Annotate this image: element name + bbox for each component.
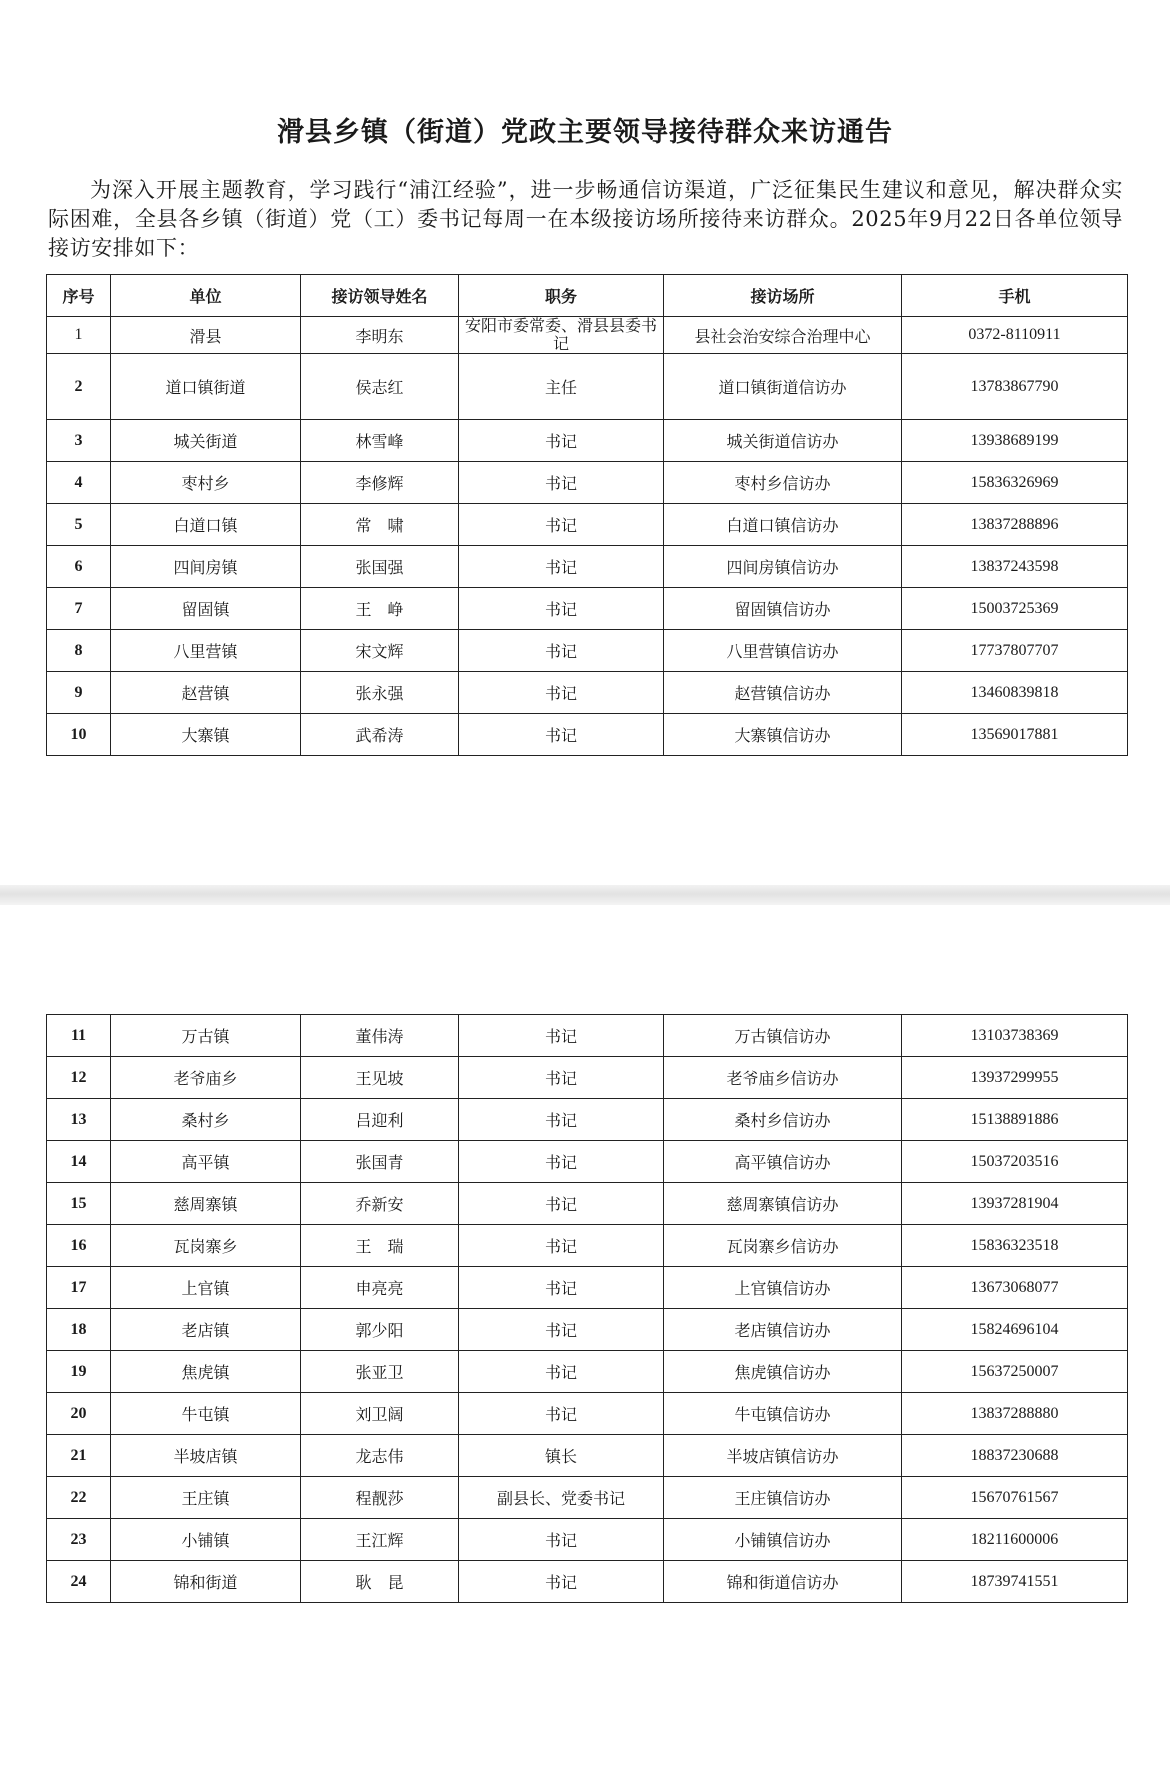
row-leader: 宋文辉 <box>301 630 459 672</box>
table-row <box>47 1309 1128 1351</box>
row-leader: 张永强 <box>301 672 459 714</box>
row-phone: 18211600006 <box>902 1519 1128 1561</box>
row-position: 书记 <box>459 714 664 756</box>
document-title: 滑县乡镇（街道）党政主要领导接待群众来访通告 <box>277 117 893 148</box>
row-index: 22 <box>47 1477 111 1519</box>
row-unit: 留固镇 <box>111 588 301 630</box>
row-index: 10 <box>47 714 111 756</box>
row-position: 书记 <box>459 1225 664 1267</box>
row-venue: 八里营镇信访办 <box>664 630 902 672</box>
row-leader: 龙志伟 <box>301 1435 459 1477</box>
row-leader: 王 瑞 <box>301 1225 459 1267</box>
row-phone: 17737807707 <box>902 630 1128 672</box>
row-phone: 13937299955 <box>902 1057 1128 1099</box>
row-unit: 城关街道 <box>111 420 301 462</box>
row-phone: 13673068077 <box>902 1267 1128 1309</box>
row-position: 书记 <box>459 1141 664 1183</box>
row-index: 21 <box>47 1435 111 1477</box>
row-leader: 董伟涛 <box>301 1015 459 1057</box>
row-venue: 焦虎镇信访办 <box>664 1351 902 1393</box>
row-unit: 锦和街道 <box>111 1561 301 1603</box>
table-row <box>47 462 1128 504</box>
table-row <box>47 1057 1128 1099</box>
row-index: 2 <box>47 354 111 420</box>
table-row <box>47 630 1128 672</box>
table-row <box>47 714 1128 756</box>
row-index: 11 <box>47 1015 111 1057</box>
row-unit: 滑县 <box>111 317 301 354</box>
row-leader: 程靓莎 <box>301 1477 459 1519</box>
row-position: 主任 <box>459 354 664 420</box>
row-index: 15 <box>47 1183 111 1225</box>
row-phone: 15824696104 <box>902 1309 1128 1351</box>
row-venue: 高平镇信访办 <box>664 1141 902 1183</box>
row-leader: 王江辉 <box>301 1519 459 1561</box>
row-index: 4 <box>47 462 111 504</box>
row-position: 书记 <box>459 504 664 546</box>
row-venue: 锦和街道信访办 <box>664 1561 902 1603</box>
row-position: 安阳市委常委、滑县县委书记 <box>459 317 664 354</box>
row-position: 镇长 <box>459 1435 664 1477</box>
row-leader: 李修辉 <box>301 462 459 504</box>
row-position: 书记 <box>459 1351 664 1393</box>
row-leader: 耿 昆 <box>301 1561 459 1603</box>
row-position: 书记 <box>459 672 664 714</box>
row-unit: 八里营镇 <box>111 630 301 672</box>
table-header-row <box>47 275 1128 317</box>
header-leader: 接访领导姓名 <box>301 275 459 317</box>
row-unit: 慈周寨镇 <box>111 1183 301 1225</box>
row-position: 书记 <box>459 1393 664 1435</box>
row-unit: 万古镇 <box>111 1015 301 1057</box>
row-unit: 大寨镇 <box>111 714 301 756</box>
row-index: 1 <box>47 317 111 354</box>
row-unit: 王庄镇 <box>111 1477 301 1519</box>
row-unit: 老店镇 <box>111 1309 301 1351</box>
row-index: 9 <box>47 672 111 714</box>
row-venue: 老店镇信访办 <box>664 1309 902 1351</box>
row-venue: 大寨镇信访办 <box>664 714 902 756</box>
row-position: 书记 <box>459 1267 664 1309</box>
row-index: 3 <box>47 420 111 462</box>
row-unit: 桑村乡 <box>111 1099 301 1141</box>
row-unit: 半坡店镇 <box>111 1435 301 1477</box>
row-unit: 小铺镇 <box>111 1519 301 1561</box>
row-leader: 武希涛 <box>301 714 459 756</box>
row-unit: 瓦岗寨乡 <box>111 1225 301 1267</box>
row-index: 18 <box>47 1309 111 1351</box>
row-index: 14 <box>47 1141 111 1183</box>
row-phone: 13783867790 <box>902 354 1128 420</box>
row-venue: 瓦岗寨乡信访办 <box>664 1225 902 1267</box>
header-unit: 单位 <box>111 275 301 317</box>
row-unit: 牛屯镇 <box>111 1393 301 1435</box>
reception-table-part-2 <box>46 1014 1128 1603</box>
row-phone: 15037203516 <box>902 1141 1128 1183</box>
table-row <box>47 672 1128 714</box>
row-phone: 13460839818 <box>902 672 1128 714</box>
row-phone: 18739741551 <box>902 1561 1128 1603</box>
row-index: 7 <box>47 588 111 630</box>
table-row <box>47 1225 1128 1267</box>
table-row <box>47 1141 1128 1183</box>
table-row <box>47 317 1128 354</box>
row-unit: 老爷庙乡 <box>111 1057 301 1099</box>
row-leader: 郭少阳 <box>301 1309 459 1351</box>
row-position: 书记 <box>459 588 664 630</box>
row-leader: 李明东 <box>301 317 459 354</box>
row-position: 书记 <box>459 1561 664 1603</box>
row-leader: 刘卫阔 <box>301 1393 459 1435</box>
row-leader: 王见坡 <box>301 1057 459 1099</box>
header-phone: 手机 <box>902 275 1128 317</box>
row-position: 书记 <box>459 1099 664 1141</box>
row-venue: 留固镇信访办 <box>664 588 902 630</box>
row-leader: 王 峥 <box>301 588 459 630</box>
table-row <box>47 504 1128 546</box>
table-row <box>47 546 1128 588</box>
row-phone: 18837230688 <box>902 1435 1128 1477</box>
row-venue: 老爷庙乡信访办 <box>664 1057 902 1099</box>
table-row <box>47 1351 1128 1393</box>
row-leader: 侯志红 <box>301 354 459 420</box>
row-position: 书记 <box>459 1309 664 1351</box>
row-venue: 慈周寨镇信访办 <box>664 1183 902 1225</box>
row-leader: 张亚卫 <box>301 1351 459 1393</box>
row-unit: 上官镇 <box>111 1267 301 1309</box>
row-position: 书记 <box>459 1183 664 1225</box>
row-unit: 白道口镇 <box>111 504 301 546</box>
row-position: 书记 <box>459 462 664 504</box>
row-index: 13 <box>47 1099 111 1141</box>
row-position: 书记 <box>459 1057 664 1099</box>
row-leader: 申亮亮 <box>301 1267 459 1309</box>
row-index: 16 <box>47 1225 111 1267</box>
row-phone: 15003725369 <box>902 588 1128 630</box>
row-phone: 13938689199 <box>902 420 1128 462</box>
table-row <box>47 1393 1128 1435</box>
row-unit: 赵营镇 <box>111 672 301 714</box>
row-position: 书记 <box>459 420 664 462</box>
row-phone: 13837288896 <box>902 504 1128 546</box>
row-phone: 15836323518 <box>902 1225 1128 1267</box>
row-index: 23 <box>47 1519 111 1561</box>
row-index: 20 <box>47 1393 111 1435</box>
table-row <box>47 1519 1128 1561</box>
row-unit: 四间房镇 <box>111 546 301 588</box>
row-leader: 张国强 <box>301 546 459 588</box>
row-phone: 15670761567 <box>902 1477 1128 1519</box>
header-position: 职务 <box>459 275 664 317</box>
row-venue: 枣村乡信访办 <box>664 462 902 504</box>
reception-table-part-1 <box>46 274 1128 756</box>
row-unit: 高平镇 <box>111 1141 301 1183</box>
row-index: 24 <box>47 1561 111 1603</box>
row-unit: 枣村乡 <box>111 462 301 504</box>
row-leader: 张国青 <box>301 1141 459 1183</box>
row-venue: 白道口镇信访办 <box>664 504 902 546</box>
row-venue: 万古镇信访办 <box>664 1015 902 1057</box>
row-index: 12 <box>47 1057 111 1099</box>
row-index: 8 <box>47 630 111 672</box>
row-venue: 上官镇信访办 <box>664 1267 902 1309</box>
row-leader: 林雪峰 <box>301 420 459 462</box>
table-row <box>47 1477 1128 1519</box>
row-venue: 小铺镇信访办 <box>664 1519 902 1561</box>
row-phone: 13837243598 <box>902 546 1128 588</box>
table-row <box>47 588 1128 630</box>
row-position: 书记 <box>459 546 664 588</box>
row-position: 副县长、党委书记 <box>459 1477 664 1519</box>
row-venue: 四间房镇信访办 <box>664 546 902 588</box>
row-phone: 15138891886 <box>902 1099 1128 1141</box>
row-index: 6 <box>47 546 111 588</box>
row-phone: 13569017881 <box>902 714 1128 756</box>
row-phone: 13103738369 <box>902 1015 1128 1057</box>
row-venue: 赵营镇信访办 <box>664 672 902 714</box>
row-venue: 城关街道信访办 <box>664 420 902 462</box>
row-venue: 王庄镇信访办 <box>664 1477 902 1519</box>
row-index: 5 <box>47 504 111 546</box>
table-row <box>47 420 1128 462</box>
row-position: 书记 <box>459 1519 664 1561</box>
row-venue: 县社会治安综合治理中心 <box>664 317 902 354</box>
table-row <box>47 1099 1128 1141</box>
header-venue: 接访场所 <box>664 275 902 317</box>
row-phone: 15836326969 <box>902 462 1128 504</box>
row-phone: 13937281904 <box>902 1183 1128 1225</box>
row-position: 书记 <box>459 630 664 672</box>
row-index: 17 <box>47 1267 111 1309</box>
row-leader: 乔新安 <box>301 1183 459 1225</box>
row-phone: 0372-8110911 <box>902 317 1128 354</box>
row-venue: 牛屯镇信访办 <box>664 1393 902 1435</box>
row-leader: 常 啸 <box>301 504 459 546</box>
header-index: 序号 <box>47 275 111 317</box>
intro-paragraph: 为深入开展主题教育，学习践行“浦江经验”，进一步畅通信访渠道，广泛征集民生建议和意见，解决群众实际困难，全县各乡镇（街道）党（工）委书记每周一在本级接访场所接待来访群众。2025年9月22日各单位领导接访安排如下： <box>48 178 1123 260</box>
row-position: 书记 <box>459 1015 664 1057</box>
row-phone: 13837288880 <box>902 1393 1128 1435</box>
table-row <box>47 1435 1128 1477</box>
table-row <box>47 1183 1128 1225</box>
table-row <box>47 1267 1128 1309</box>
row-venue: 半坡店镇信访办 <box>664 1435 902 1477</box>
row-unit: 焦虎镇 <box>111 1351 301 1393</box>
row-venue: 道口镇街道信访办 <box>664 354 902 420</box>
table-row <box>47 1561 1128 1603</box>
table-row <box>47 1015 1128 1057</box>
row-phone: 15637250007 <box>902 1351 1128 1393</box>
page-separator <box>0 885 1170 905</box>
table-row <box>47 354 1128 420</box>
row-unit: 道口镇街道 <box>111 354 301 420</box>
row-index: 19 <box>47 1351 111 1393</box>
row-venue: 桑村乡信访办 <box>664 1099 902 1141</box>
row-leader: 吕迎利 <box>301 1099 459 1141</box>
